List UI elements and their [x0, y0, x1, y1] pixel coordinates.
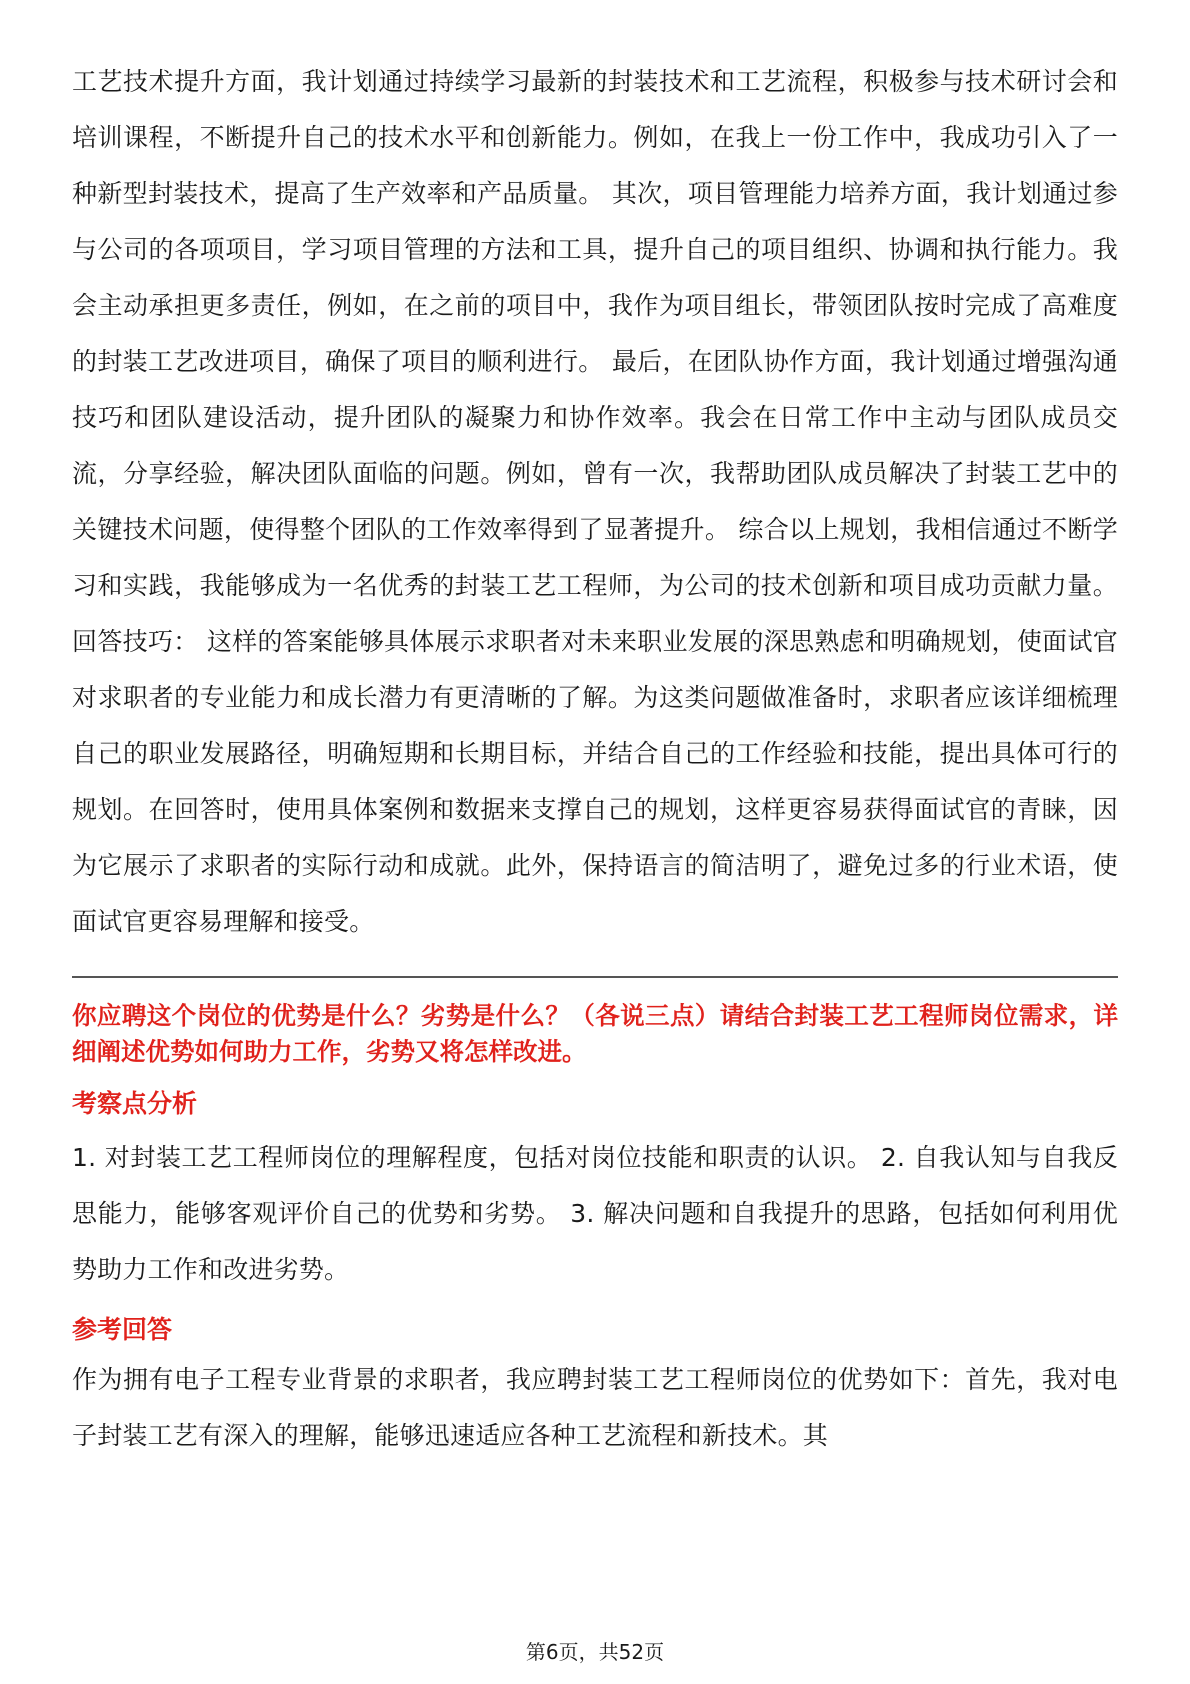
answer-continuation-paragraph: 工艺技术提升方面，我计划通过持续学习最新的封装技术和工艺流程，积极参与技术研讨会和培训课程，不断提升自己的技术水平和创新能力。例如，在我上一份工作中，我成功引入了一种新型封装技术，提高了生产效率和产品质量。 其次，项目管理能力培养方面，我计划通过参与公司的各项项目，学习项目管理的方法和工具，提升自己的项目组织、协调和执行能力。我会主动承担更多责任，例如，在之前的项目中，我作为项目组长，带领团队按时完成了高难度的封装工艺改进项目，确保了项目的顺利进行。 最后，在团队协作方面，我计划通过增强沟通技巧和团队建设活动，提升团队的凝聚力和协作效率。我会在日常工作中主动与团队成员交流，分享经验，解决团队面临的问题。例如，曾有一次，我帮助团队成员解决了封装工艺中的关键技术问题，使得整个团队的工作效率得到了显著提升。 综合以上规划，我相信通过不断学习和实践，我能够成为一名优秀的封装工艺工程师，为公司的技术创新和项目成功贡献力量。 回答技巧： 这样的答案能够具体展示求职者对未来职业发展的深思熟虑和明确规划，使面试官对求职者的专业能力和成长潜力有更清晰的了解。为这类问题做准备时，求职者应该详细梳理自己的职业发展路径，明确短期和长期目标，并结合自己的工作经验和技能，提出具体可行的规划。在回答时，使用具体案例和数据来支撑自己的规划，这样更容易获得面试官的青睐，因为它展示了求职者的实际行动和成就。此外，保持语言的简洁明了，避免过多的行业术语，使面试官更容易理解和接受。 — [72, 67, 1118, 936]
section-divider — [72, 976, 1118, 978]
document-page — [72, 54, 1118, 1464]
question-title: 你应聘这个岗位的优势是什么？劣势是什么？（各说三点）请结合封装工艺工程师岗位需求，详细阐述优势如何助力工作，劣势又将怎样改进。 — [72, 1001, 1118, 1066]
reference-answer-paragraph: 作为拥有电子工程专业背景的求职者，我应聘封装工艺工程师岗位的优势如下：首先，我对电子封装工艺有深入的理解，能够迅速适应各种工艺流程和新技术。其 — [72, 1365, 1118, 1450]
reference-answer-heading: 参考回答 — [72, 1315, 173, 1344]
analysis-heading: 考察点分析 — [72, 1089, 198, 1118]
analysis-paragraph: 1. 对封装工艺工程师岗位的理解程度，包括对岗位技能和职责的认识。 2. 自我认知与自我反思能力，能够客观评价自己的优势和劣势。 3. 解决问题和自我提升的思路，包括如何利用优势助力工作和改进劣势。 — [72, 1143, 1118, 1284]
page-number-footer: 第6页，共52页 — [525, 1640, 665, 1664]
